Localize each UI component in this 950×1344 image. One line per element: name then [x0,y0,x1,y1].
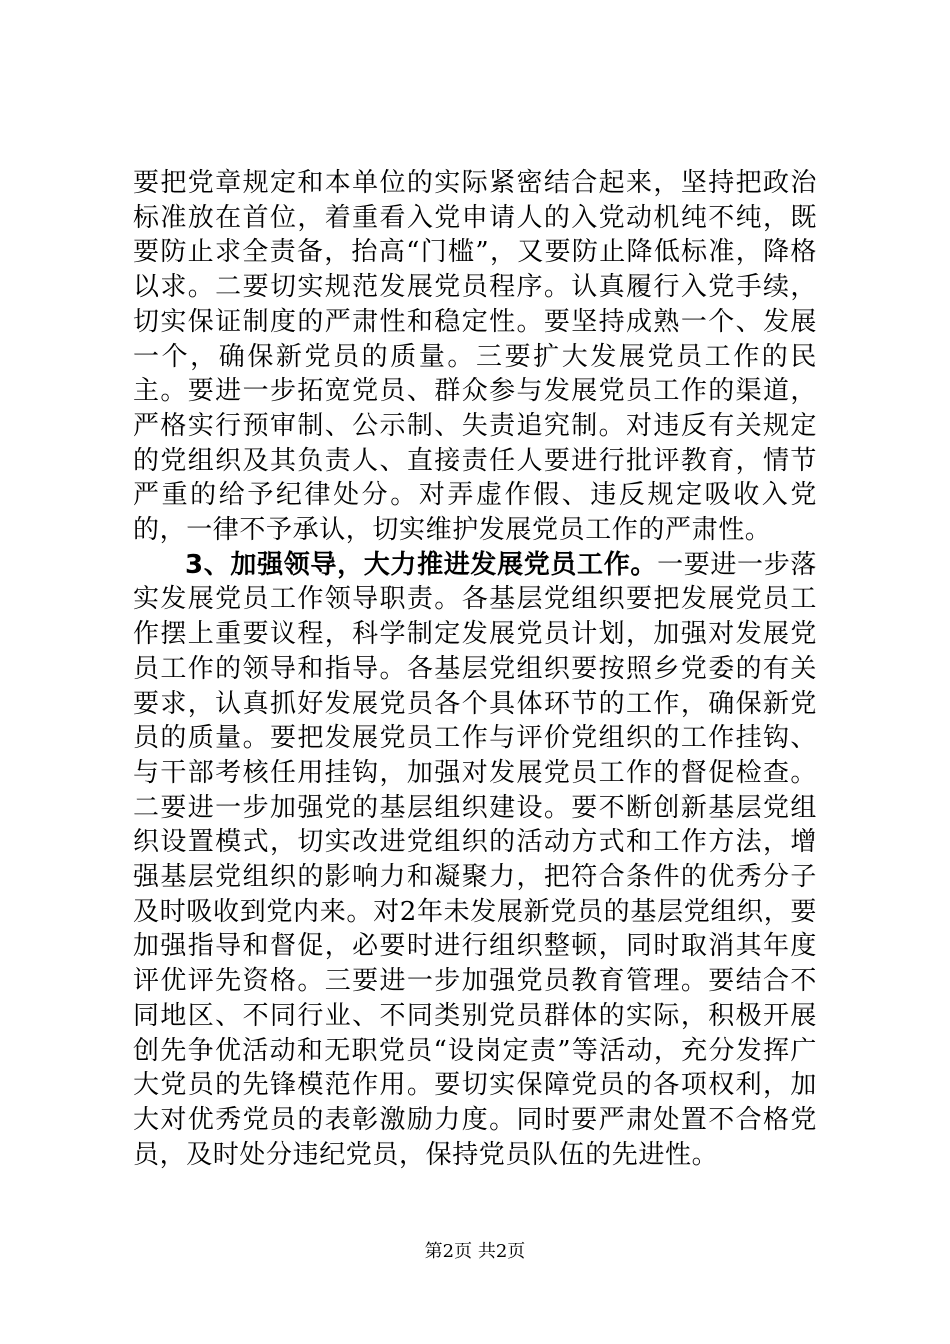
page-footer: 第2页 共2页 [424,1241,526,1262]
paragraph-2 [133,548,817,1173]
paragraph-2-body: 一要进一步落实发展党员工作领导职责。各基层党组织要把发展党员工作摆上重要议程，科学制定发展党员计划，加强对发展党员工作的领导和指导。各基层党组织要按照乡党委的有关要求，认真抓好发展党员各个具体环节的工作，确保新党员的质量。要把发展党员工作与评价党组织的工作挂钩、与干部考核任用挂钩，加强对发展党员工作的督促检查。二要进一步加强党的基层组织建设。要不断创新基层党组织设置模式，切实改进党组织的活动方式和工作方法，增强基层党组织的影响力和凝聚力，把符合条件的优秀分子及时吸收到党内来。对2年未发展新党员的基层党组织，要加强指导和督促，必要时进行组织整顿，同时取消其年度评优评先资格。三要进一步加强党员教育管理。要结合不同地区、不同行业、不同类别党员群体的实际，积极开展创先争优活动和无职党员“设岗定责”等活动，充分发挥广大党员的先锋模范作用。要切实保障党员的各项权利，加大对优秀党员的表彰激励力度。同时要严肃处置不合格党员，及时处分违纪党员，保持党员队伍的先进性。 [133,549,817,1170]
paragraph-1: 要把党章规定和本单位的实际紧密结合起来，坚持把政治标准放在首位，着重看入党申请人的入党动机纯不纯，既要防止求全责备，抬高“门槛”，又要防止降低标准，降格以求。二要切实规范发展党员程序。认真履行入党手续，切实保证制度的严肃性和稳定性。要坚持成熟一个、发展一个，确保新党员的质量。三要扩大发展党员工作的民主。要进一步拓宽党员、群众参与发展党员工作的渠道，严格实行预审制、公示制、失责追究制。对违反有关规定的党组织及其负责人、直接责任人要进行批评教育，情节严重的给予纪律处分。对弄虚作假、违反规定吸收入党的，一律不予承认，切实维护发展党员工作的严肃性。 [133,168,817,546]
document-body [133,166,817,1172]
paragraph-2-heading: 3、加强领导，大力推进发展党员工作。 [185,549,658,580]
